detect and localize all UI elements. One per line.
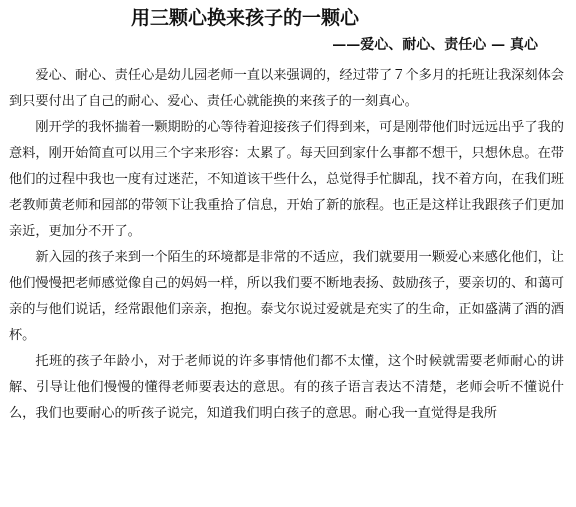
paragraph-3: 新入园的孩子来到一个陌生的环境都是非常的不适应，我们就要用一颗爱心来感化他们，让他们慢慢把老师感觉像自己的妈妈一样，所以我们要不断地表扬、鼓励孩子，要亲切的、和蔼可亲的与他们说话，经常跟他们亲亲，抱抱。泰戈尔说过爱就是充实了的生命，正如盛满了酒的酒杯。 — [9, 250, 564, 343]
paragraph-1: 爱心、耐心、责任心是幼儿园老师一直以来强调的，经过带了７个多月的托班让我深刻体会到只要付出了自己的耐心、爱心、责任心就能换的来孩子的一刻真心。 — [9, 68, 564, 109]
paragraph-4: 托班的孩子年龄小，对于老师说的许多事情他们都不太懂，这个时候就需要老师耐心的讲解、引导让他们慢慢的懂得老师要表达的意思。有的孩子语言表达不清楚，老师会听不懂说什么，我们也要耐心的听孩子说完，知道我们明白孩子的意思。耐心我一直觉得是我所 — [9, 354, 564, 421]
document-title: 用三颗心换来孩子的一颗心 — [131, 7, 360, 29]
document-subtitle: ——爱心、耐心、责任心 — 真心 — [332, 37, 538, 53]
document-body — [9, 63, 564, 427]
paragraph-2: 刚开学的我怀揣着一颗期盼的心等待着迎接孩子们得到来，可是刚带他们时远远出乎了我的意料，刚开始简直可以用三个字来形容：太累了。每天回到家什么事都不想干，只想休息。在带他们的过程中我也一度有过迷茫，不知道该干些什么，总觉得手忙脚乱，找不着方向，在我们班老教师黄老师和园部的带领下让我重拾了信息，开始了新的旅程。也正是这样让我跟孩子们更加亲近，更加分不开了。 — [9, 120, 564, 239]
